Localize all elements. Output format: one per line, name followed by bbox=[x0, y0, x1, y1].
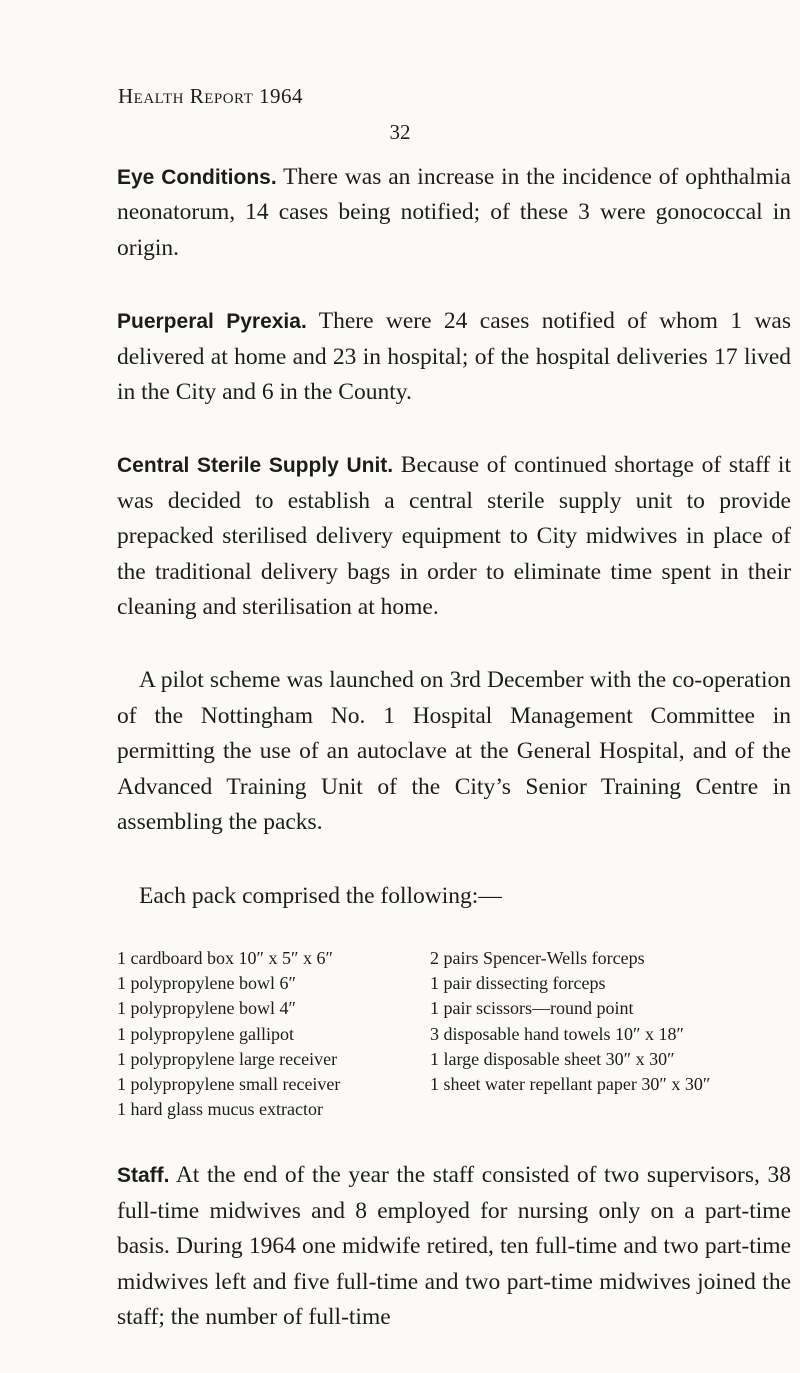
running-head: Health Report 1964 bbox=[118, 84, 304, 108]
section-heading: Staff. bbox=[117, 1164, 170, 1188]
list-item: 1 pair scissors—round point bbox=[430, 998, 634, 1019]
page-number: 32 bbox=[389, 120, 411, 144]
paragraph-pack-intro: Each pack comprised the following:— bbox=[139, 882, 502, 909]
list-item: 1 cardboard box 10″ x 5″ x 6″ bbox=[117, 947, 333, 968]
paragraph-text: There was an increase in the incidence of ophthalmia neonatorum, 14 cases being notified; of these 3 were gonococcal in origin. bbox=[117, 164, 791, 261]
section-heading: Puerperal Pyrexia. bbox=[117, 310, 307, 334]
list-item: 1 sheet water repellant paper 30″ x 30″ bbox=[430, 1073, 711, 1094]
list-item: 1 hard glass mucus extractor bbox=[117, 1099, 323, 1120]
list-item: 1 polypropylene bowl 4″ bbox=[117, 998, 296, 1019]
list-item: 1 polypropylene gallipot bbox=[117, 1023, 294, 1044]
list-item: 1 polypropylene large receiver bbox=[117, 1048, 338, 1069]
list-item: 2 pairs Spencer-Wells forceps bbox=[430, 947, 645, 968]
paragraph-eye-conditions bbox=[117, 160, 791, 266]
section-heading: Eye Conditions. bbox=[117, 166, 277, 189]
section-heading: Central Sterile Supply Unit. bbox=[117, 454, 394, 478]
pack-contents-right-column bbox=[430, 946, 791, 1122]
pack-contents-left-column bbox=[117, 946, 430, 1122]
paragraph-text: Because of continued shortage of staff it was decided to establish a central sterile supply unit to provide prepacked sterilised delivery equipment to City midwives in place of the traditional delivery bags in order to eliminate time spent in their cleaning and sterilisation at home. bbox=[117, 452, 791, 621]
paragraph-staff bbox=[117, 1158, 791, 1335]
list-item: 1 pair dissecting forceps bbox=[430, 973, 606, 994]
list-item: 1 large disposable sheet 30″ x 30″ bbox=[430, 1048, 675, 1069]
list-item: 1 polypropylene bowl 6″ bbox=[117, 973, 296, 994]
paragraph-text: There were 24 cases notified of whom 1 was delivered at home and 23 in hospital; of the hospital deliveries 17 lived in the City and 6 in the County. bbox=[117, 308, 791, 406]
paragraph-pilot-scheme: A pilot scheme was launched on 3rd December with the co-operation of the Nottingham No. 1 Hospital Management Committee in permitting the use of an autoclave at the General Hospital, and of the Advanced Training Unit of the City’s Senior Training Centre in assembling the packs. bbox=[117, 667, 791, 836]
body-text bbox=[117, 160, 791, 1373]
paragraph-puerperal-pyrexia bbox=[117, 304, 791, 410]
list-item: 3 disposable hand towels 10″ x 18″ bbox=[430, 1023, 684, 1044]
list-item: 1 polypropylene small receiver bbox=[117, 1073, 341, 1094]
pack-contents-list bbox=[117, 946, 791, 1122]
paragraph-text: At the end of the year the staff consisted of two supervisors, 38 full-time midwives and 8 employed for nursing only on a part-time basis. During 1964 one midwife retired, ten full-time and two part-time midwives left and five full-time and two part-time midwives joined the staff; the number of full-time bbox=[117, 1162, 791, 1330]
paragraph-central-sterile-supply-unit bbox=[117, 448, 791, 625]
